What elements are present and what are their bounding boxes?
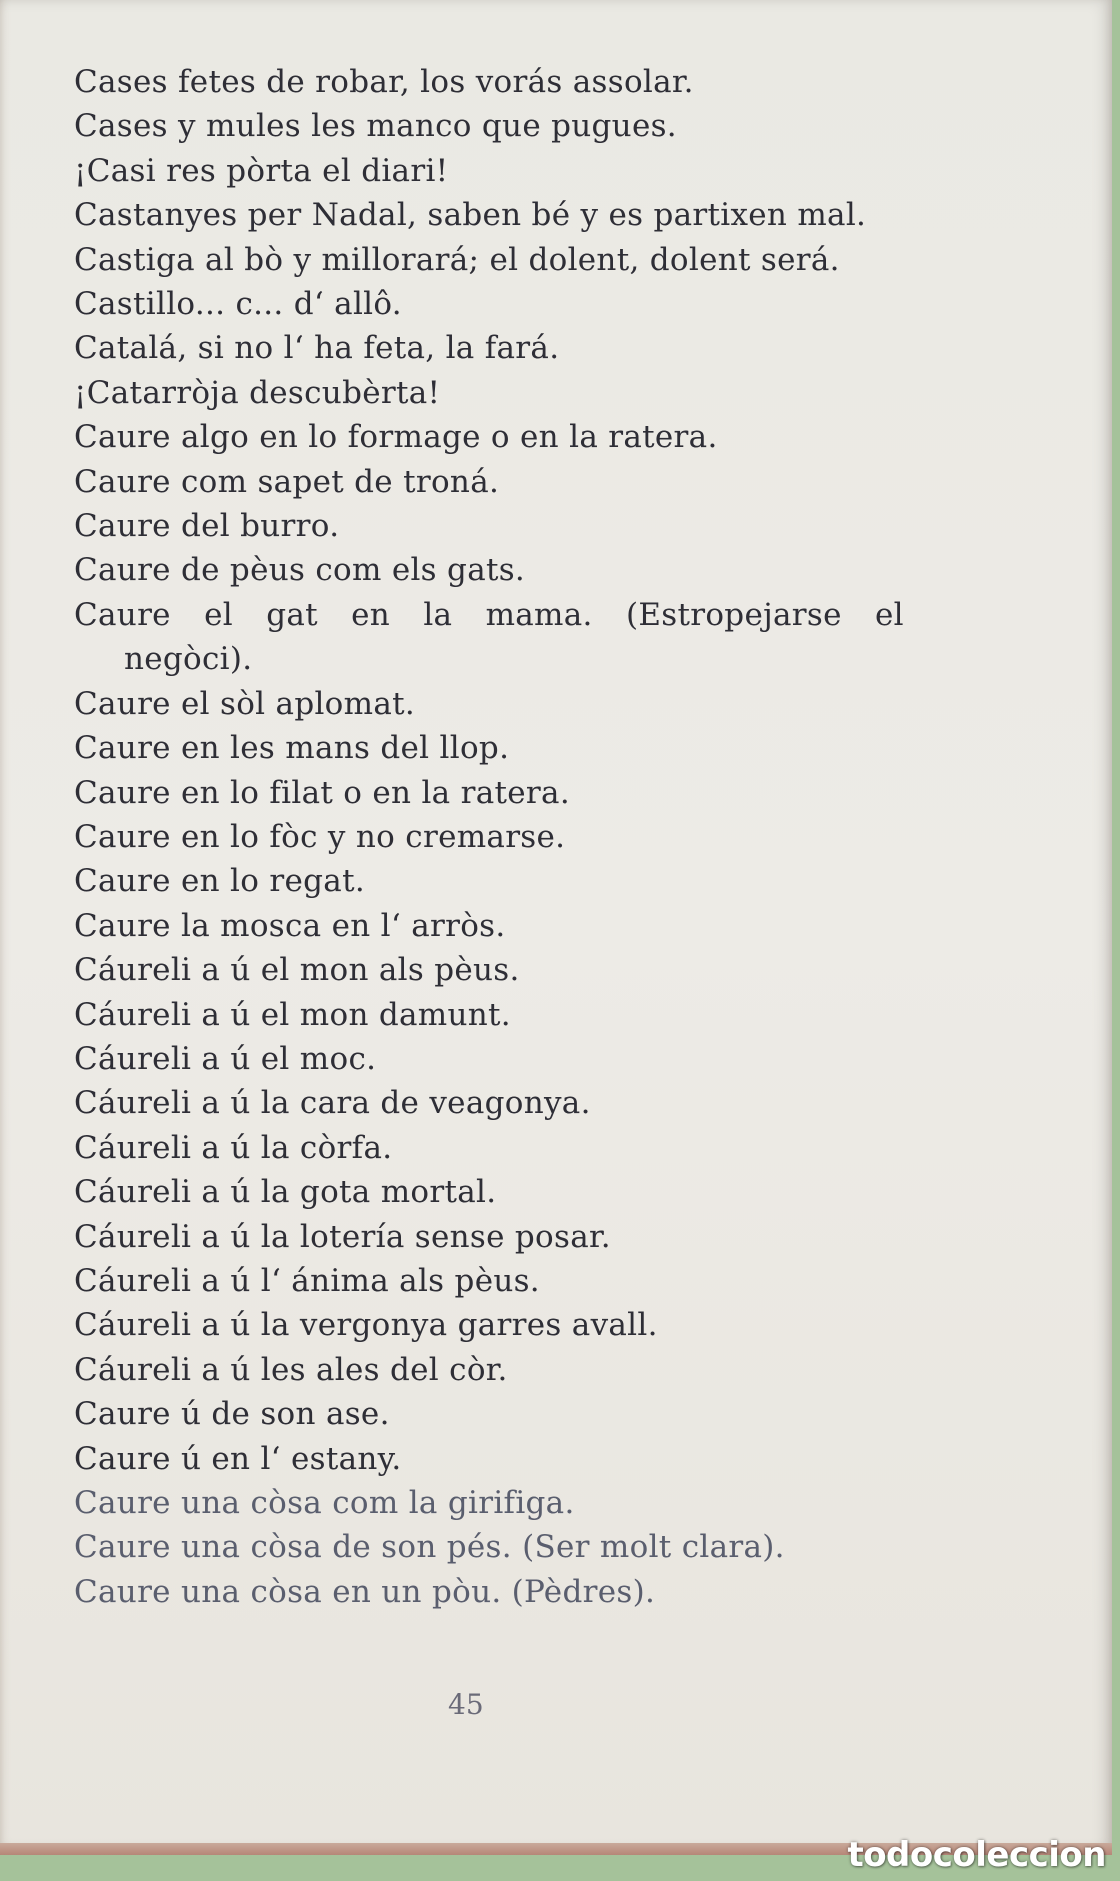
proverb-word: la: [423, 596, 453, 633]
proverb-line: Castillo... c... d‘ allô.: [74, 286, 402, 323]
proverb-line: Cáureli a ú el mon als pèus.: [74, 952, 520, 989]
watermark-logo: todocoleccion: [847, 1835, 1106, 1875]
proverb-line: Castanyes per Nadal, saben bé y es partixen mal.: [74, 197, 867, 234]
proverb-word: el: [204, 596, 233, 633]
proverb-line: Caure en lo fòc y no cremarse.: [74, 818, 566, 855]
proverb-line: Cáureli a ú la gota mortal.: [74, 1174, 497, 1211]
proverb-line: Castiga al bò y millorará; el dolent, dolent será.: [74, 241, 840, 278]
proverb-word: (Estropejarse: [625, 596, 842, 633]
proverb-line: Cáureli a ú la cara de veagonya.: [74, 1085, 591, 1122]
proverb-line: ¡Catarròja descubèrta!: [74, 374, 441, 411]
proverb-line: Caure en lo filat o en la ratera.: [74, 774, 570, 811]
proverb-line: Cáureli a ú la còrfa.: [74, 1129, 393, 1166]
proverb-line: Catalá, si no l‘ ha feta, la fará.: [74, 330, 560, 367]
proverb-line: Caure una còsa com la girifiga.: [74, 1485, 575, 1521]
proverb-line: Caure la mosca en l‘ arròs.: [74, 907, 506, 944]
proverb-word: en: [351, 596, 391, 633]
proverb-line-justified: [74, 593, 904, 637]
page-number: 45: [448, 1688, 484, 1721]
proverb-line: Cáureli a ú les ales del còr.: [74, 1351, 508, 1388]
proverb-word: mama.: [485, 596, 593, 633]
proverb-line: Caure el sòl aplomat.: [74, 685, 416, 722]
proverb-line: Cáureli a ú l‘ ánima als pèus.: [74, 1262, 540, 1299]
proverb-line: Caure del burro.: [74, 508, 340, 545]
proverb-line: Caure en les mans del llop.: [74, 730, 510, 767]
proverb-line: Caure una còsa de son pés. (Ser molt clara).: [74, 1529, 785, 1566]
proverb-line: Cáureli a ú el mon damunt.: [74, 996, 511, 1033]
proverb-word: Caure: [74, 596, 171, 633]
proverb-line: Caure algo en lo formage o en la ratera.: [74, 419, 718, 456]
proverb-line: Cáureli a ú la vergonya garres avall.: [74, 1307, 658, 1344]
proverb-word: el: [875, 596, 904, 633]
proverb-line: Caure ú de son ase.: [74, 1396, 390, 1433]
proverb-line-continuation: negòci).: [124, 641, 253, 678]
proverb-line: Caure en lo regat.: [74, 863, 365, 900]
proverb-line: Cáureli a ú la lotería sense posar.: [74, 1218, 611, 1255]
proverb-line: Caure com sapet de troná.: [74, 463, 500, 500]
proverb-line: Cases y mules les manco que pugues.: [74, 108, 677, 145]
proverb-list: [74, 60, 934, 1614]
proverb-line: Cases fetes de robar, los vorás assolar.: [74, 64, 694, 100]
proverb-line: Cáureli a ú el moc.: [74, 1040, 377, 1077]
proverb-line: ¡Casi res pòrta el diari!: [74, 152, 449, 189]
proverb-line: Caure de pèus com els gats.: [74, 552, 526, 589]
proverb-line: Caure una còsa en un pòu. (Pèdres).: [74, 1573, 656, 1610]
proverb-word: gat: [266, 596, 318, 633]
proverb-line: Caure ú en l‘ estany.: [74, 1440, 402, 1477]
